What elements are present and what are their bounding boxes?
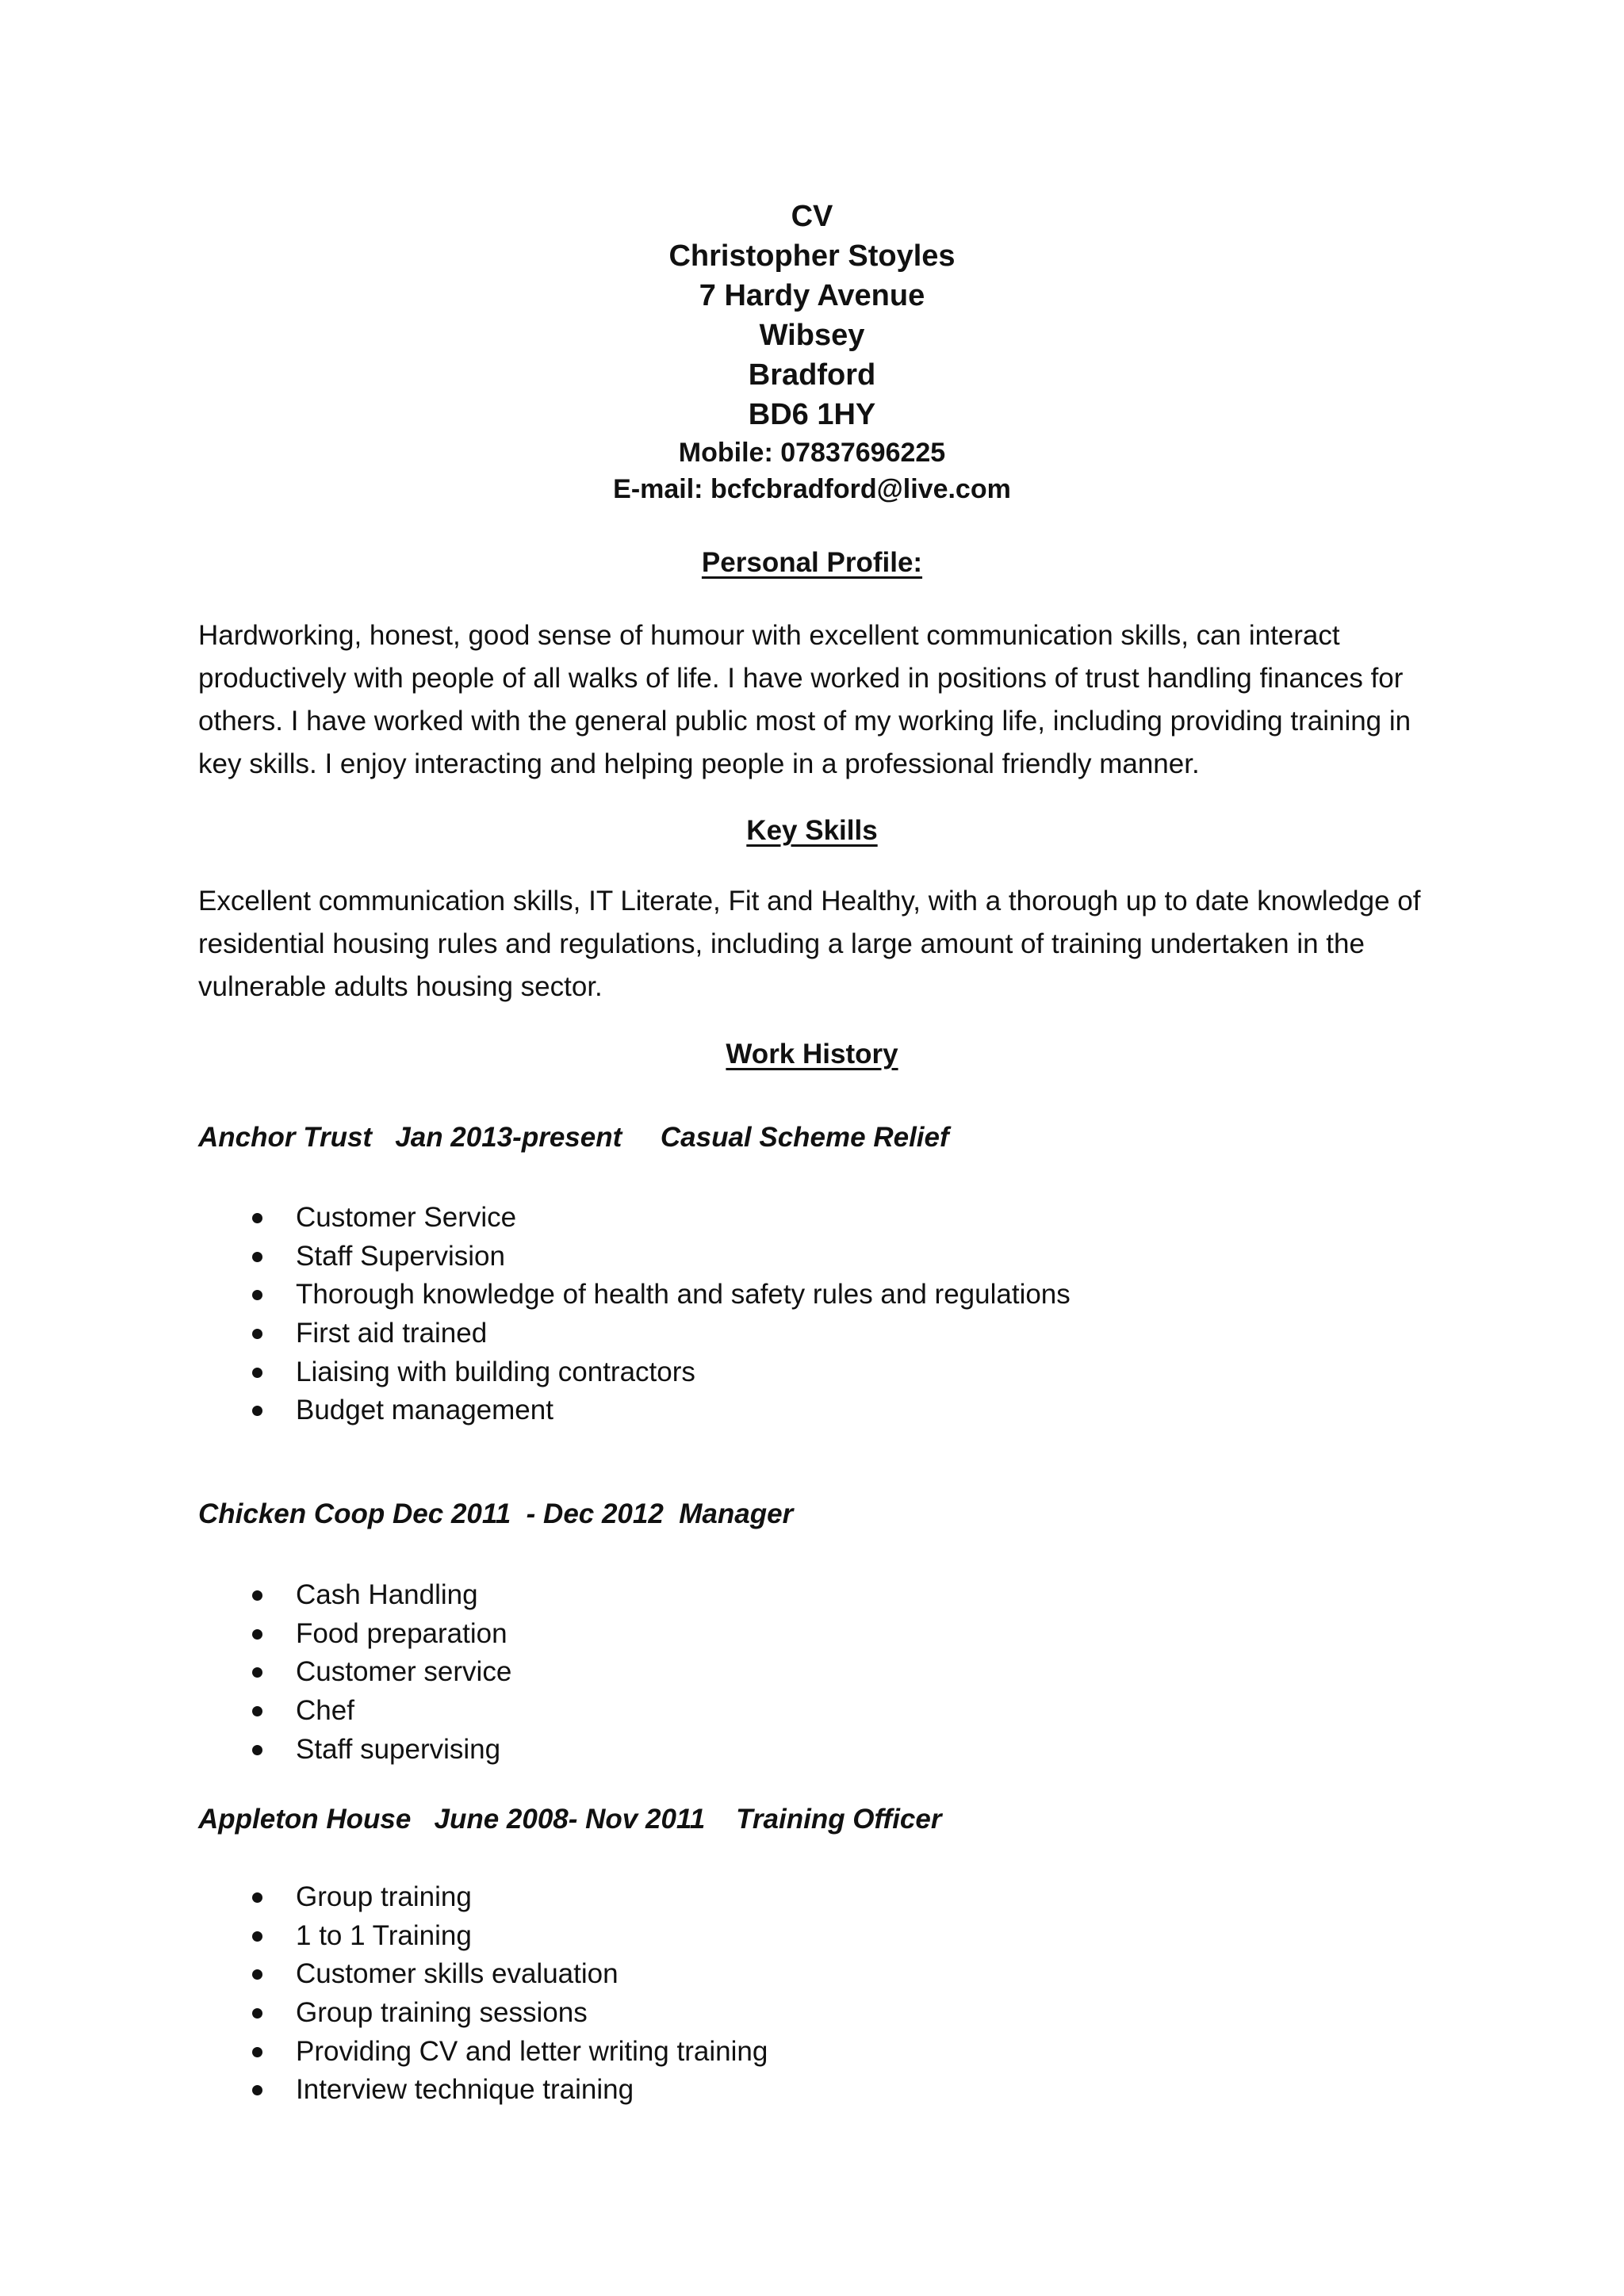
bullet-icon <box>252 1213 262 1223</box>
personal-profile-heading: Personal Profile: <box>701 547 923 578</box>
duty-item <box>0 1353 1071 1392</box>
duty-text: 1 to 1 Training <box>296 1919 472 1951</box>
duty-item <box>0 1731 511 1770</box>
duty-item <box>0 1576 511 1615</box>
duty-text: Customer Service <box>296 1202 517 1233</box>
bullet-icon <box>252 1629 262 1640</box>
duty-text: Budget management <box>296 1395 553 1426</box>
postcode: BD6 1HY <box>748 398 876 431</box>
job-duties-list <box>0 1878 768 2110</box>
duty-text: Chef <box>296 1695 354 1727</box>
duty-item <box>0 1653 511 1692</box>
bullet-icon <box>252 1252 262 1262</box>
duty-item <box>0 1692 511 1731</box>
address-line-3: Bradford <box>748 358 876 392</box>
duty-text: Customer service <box>296 1656 512 1688</box>
duty-text: Customer skills evaluation <box>296 1958 619 1990</box>
bullet-icon <box>252 1329 262 1339</box>
duty-item <box>0 1391 1071 1430</box>
duty-text: Staff supervising <box>296 1733 501 1765</box>
address-line-2: Wibsey <box>759 319 865 352</box>
bullet-icon <box>252 1667 262 1678</box>
duty-item <box>0 2033 768 2072</box>
duty-item <box>0 1238 1071 1276</box>
duty-text: Interview technique training <box>296 2074 634 2106</box>
work-history-heading: Work History <box>726 1039 898 1070</box>
bullet-icon <box>252 1706 262 1716</box>
duty-item <box>0 1314 1071 1353</box>
key-skills-text: Excellent communication skills, IT Literate, Fit and Healthy, with a thorough up to date knowledge of residential housing rules and regulations, including a large amount of training undertaken in the vulnerable adults housing sector. <box>198 886 1421 1002</box>
duty-item <box>0 1917 768 1956</box>
duty-text: Providing CV and letter writing training <box>296 2035 768 2067</box>
duty-item <box>0 2071 768 2110</box>
bullet-icon <box>252 2008 262 2019</box>
duty-item <box>0 1276 1071 1314</box>
duty-text: Group training <box>296 1881 472 1912</box>
bullet-icon <box>252 1290 262 1300</box>
duty-text: Staff Supervision <box>296 1240 505 1272</box>
document-title: CV <box>791 200 833 233</box>
bullet-icon <box>252 2085 262 2095</box>
cv-header <box>0 197 1624 507</box>
bullet-icon <box>252 1745 262 1755</box>
bullet-icon <box>252 1368 262 1378</box>
duty-item <box>0 1955 768 1994</box>
bullet-icon <box>252 1590 262 1601</box>
duty-text: First aid trained <box>296 1318 488 1349</box>
personal-profile-text: Hardworking, honest, good sense of humour with excellent communication skills, can interact productively with people of all walks of life. I have worked in positions of trust handling finances for others. I have worked with the general public most of my working life, including providing training in key skills. I enjoy interacting and helping people in a professional friendly manner. <box>198 620 1411 779</box>
bullet-icon <box>252 1406 262 1416</box>
duty-text: Cash Handling <box>296 1579 478 1610</box>
bullet-icon <box>252 1931 262 1942</box>
job-title-line: Chicken Coop Dec 2011 - Dec 2012 Manager <box>198 1498 794 1529</box>
duty-text: Food preparation <box>296 1617 508 1649</box>
duty-item <box>0 1878 768 1917</box>
candidate-name: Christopher Stoyles <box>668 239 956 273</box>
email-address: E-mail: bcfcbradford@live.com <box>613 474 1011 504</box>
duty-item <box>0 1994 768 2033</box>
duty-item <box>0 1199 1071 1238</box>
duty-text: Thorough knowledge of health and safety rules and regulations <box>296 1279 1071 1311</box>
key-skills-heading: Key Skills <box>746 815 878 846</box>
job-title-line: Anchor Trust Jan 2013-present Casual Scheme Relief <box>198 1122 949 1153</box>
bullet-icon <box>252 1969 262 1980</box>
address-line-1: 7 Hardy Avenue <box>699 279 925 312</box>
job-duties-list <box>0 1199 1071 1430</box>
bullet-icon <box>252 2047 262 2057</box>
duty-item <box>0 1615 511 1654</box>
duty-text: Liaising with building contractors <box>296 1356 695 1387</box>
job-title-line: Appleton House June 2008- Nov 2011 Training Officer <box>198 1804 942 1835</box>
bullet-icon <box>252 1892 262 1903</box>
mobile-number: Mobile: 07837696225 <box>678 438 946 468</box>
duty-text: Group training sessions <box>296 1997 588 2029</box>
job-duties-list <box>0 1576 511 1769</box>
